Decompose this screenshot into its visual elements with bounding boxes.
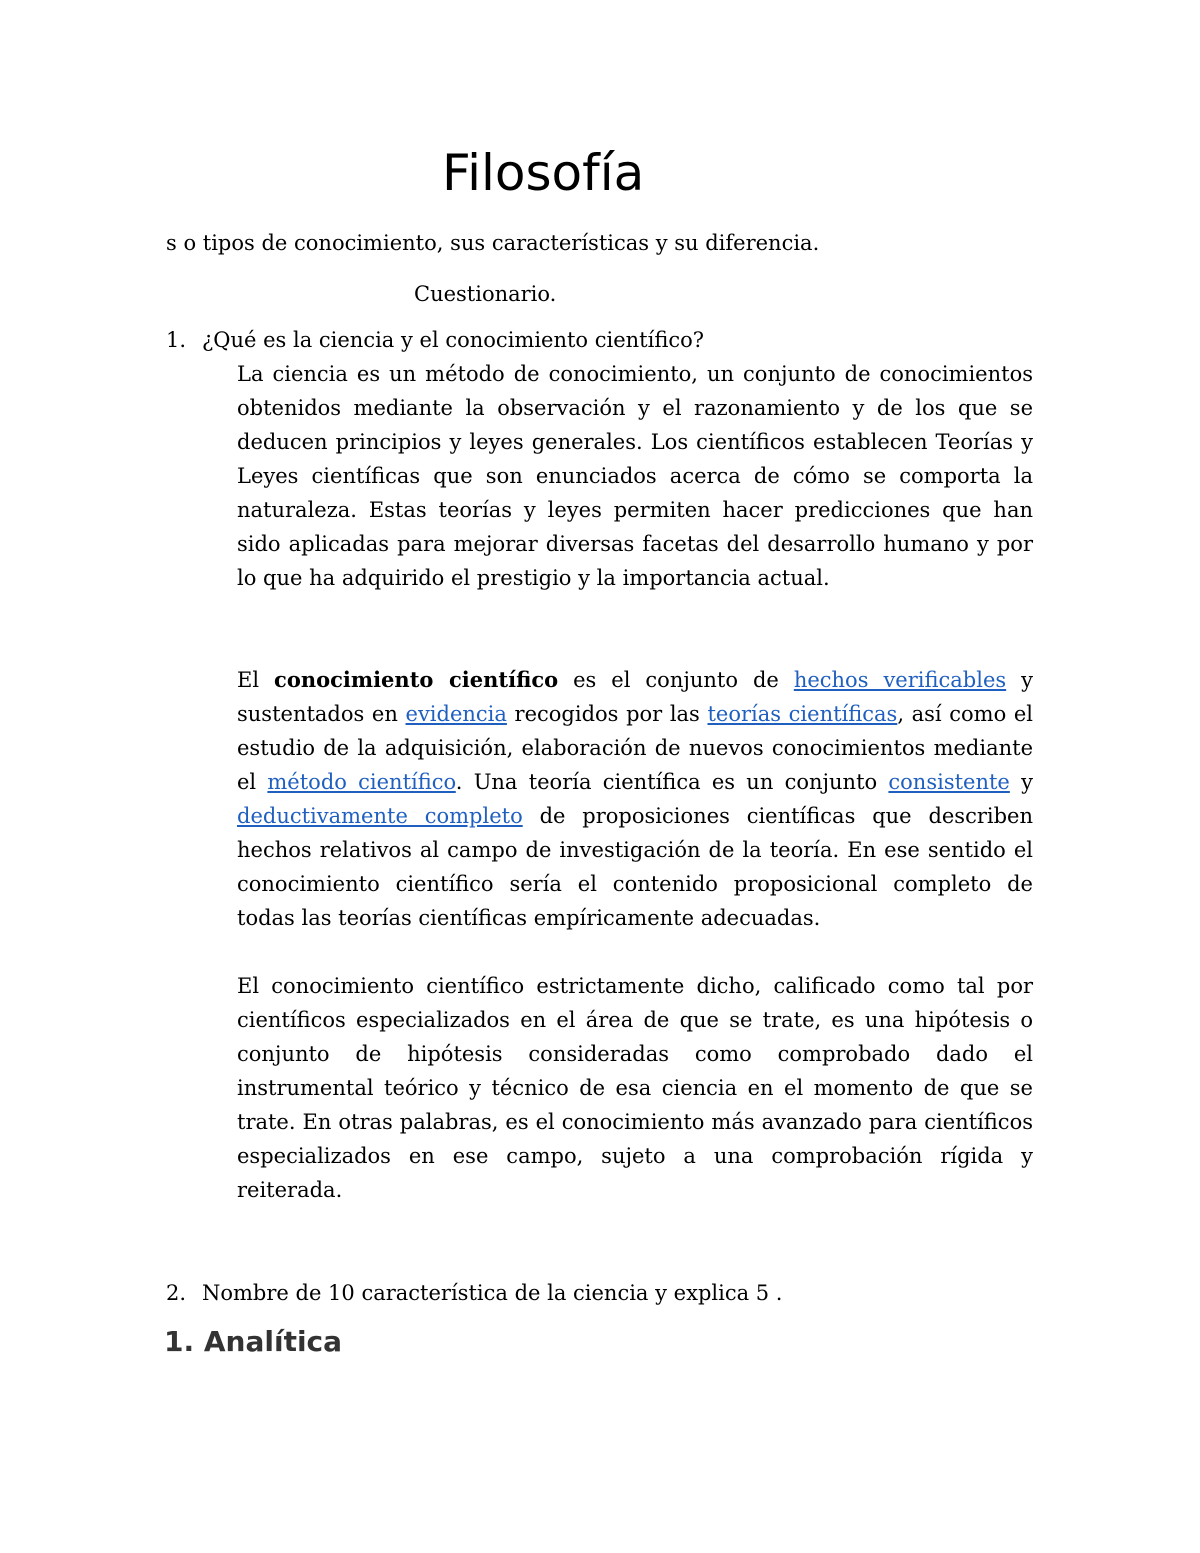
question-2-number: 2. bbox=[166, 1281, 187, 1305]
answer-1-paragraph-3: El conocimiento científico estrictamente dicho, calificado como tal por científicos especializados en el área de que se trate, es una hipótesis o conjunto de hipótesis consideradas como comprobado dado el instrumental teórico y técnico de esa ciencia en el momento de que se trate. En otras palabras, es el conocimiento más avanzado para científicos especializados en ese campo, sujeto a una comprobación rígida y reiterada. bbox=[237, 974, 1033, 1202]
p2-text-8: de proposiciones científicas que describen hechos relativos al campo de investigación de la teoría. En ese sentido el conocimiento científico sería el contenido proposicional completo de todas las teorías científicas empíricamente adecuadas. bbox=[237, 804, 1033, 930]
p2-bold-term: conocimiento científico bbox=[274, 667, 559, 692]
heading-item-number: 1. bbox=[164, 1325, 195, 1358]
p2-text-7: y bbox=[1009, 770, 1033, 794]
link-consistente[interactable]: consistente bbox=[888, 770, 1010, 794]
section-heading: Cuestionario. bbox=[414, 282, 557, 306]
answer-1-paragraph-1: La ciencia es un método de conocimiento, un conjunto de conocimientos obtenidos mediante la observación y el razonamiento y de los que se deducen principios y leyes generales. Los científicos establecen Teorías y Leyes científicas que son enunciados acerca de cómo se comporta la naturaleza. Estas teorías y leyes permiten hacer predicciones que han sido aplicadas para mejorar diversas facetas del desarrollo humano y por lo que ha adquirido el prestigio y la importancia actual. bbox=[237, 362, 1033, 590]
link-deductivamente-completo[interactable]: deductivamente completo bbox=[237, 804, 523, 828]
document-subtitle: s o tipos de conocimiento, sus características y su diferencia. bbox=[166, 231, 820, 255]
link-evidencia[interactable]: evidencia bbox=[405, 702, 507, 726]
p2-text-6: . Una teoría científica es un conjunto bbox=[455, 770, 889, 794]
answer-1-paragraph-2 bbox=[237, 663, 1033, 935]
question-1-number: 1. bbox=[166, 328, 187, 352]
p2-text-5: , así como el estudio de la adquisición, elaboración de nuevos conocimientos mediante el bbox=[237, 702, 1033, 794]
question-2 bbox=[166, 1279, 782, 1307]
p2-text-3: y sustentados en bbox=[237, 668, 1033, 726]
question-2-text: Nombre de 10 característica de la ciencia y explica 5 . bbox=[202, 1281, 783, 1305]
list-heading-analitica bbox=[164, 1324, 342, 1360]
link-hechos-verificables[interactable]: hechos verificables bbox=[793, 668, 1007, 692]
p2-text-4: recogidos por las bbox=[506, 702, 708, 726]
document-title: Filosofía bbox=[442, 144, 645, 202]
question-1-text: ¿Qué es la ciencia y el conocimiento científico? bbox=[202, 328, 705, 352]
link-metodo-cientifico[interactable]: método científico bbox=[267, 770, 456, 794]
heading-item-label: Analítica bbox=[203, 1325, 343, 1358]
link-teorias-cientificas[interactable]: teorías científicas bbox=[707, 702, 898, 726]
question-1 bbox=[166, 326, 704, 354]
p2-text-2: es el conjunto de bbox=[558, 668, 794, 692]
p2-text-1: El bbox=[237, 668, 275, 692]
